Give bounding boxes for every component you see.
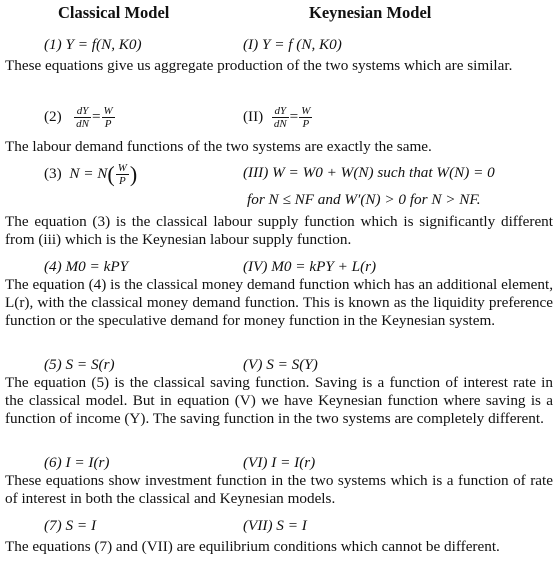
equation-row-2 <box>0 100 559 130</box>
fraction-numerator: dY <box>74 105 91 118</box>
paragraph-investment-function: These equations show investment function in the two systems which is a function of rate of interest in both the classical and Keynesian models. <box>5 472 553 507</box>
keynesian-equation-7: (VII) S = I <box>243 517 307 534</box>
fraction-numerator: W <box>103 105 113 117</box>
classical-equation-5: (5) S = S(r) <box>44 356 115 373</box>
wage-price-fraction <box>299 105 312 130</box>
right-paren: ) <box>129 161 138 187</box>
paragraph-labour-supply: The equation (3) is the classical labour supply function which is significantly different from (iii) which is the Keynesian labour supply function. <box>5 213 553 248</box>
fraction-numerator: dY <box>272 105 289 118</box>
keynesian-equation-2: (II) $\frac{dY}{dN}$ = $\frac{W}{P}$ <box>243 105 311 130</box>
equation-row-3 <box>0 158 559 194</box>
paragraph-labour-demand: The labour demand functions of the two systems are exactly the same. <box>5 138 432 155</box>
derivative-fraction <box>74 105 91 130</box>
classical-equation-2: (2) $\frac{dY}{dN}$ = $\frac{W}{P}$ <box>44 105 113 130</box>
wage-price-fraction <box>116 162 129 187</box>
equation-label: (II) <box>243 107 264 125</box>
paragraph-production: These equations give us aggregate production of the two systems which are similar. <box>5 57 513 74</box>
classical-model-heading: Classical Model <box>58 3 170 22</box>
keynesian-equation-3-line-1: (III) W = W0 + W(N) such that W(N) = 0 <box>243 164 495 181</box>
fraction-denominator: P <box>118 175 126 187</box>
classical-equation-6: (6) I = I(r) <box>44 454 110 471</box>
labour-supply-lhs: N = N <box>69 164 108 182</box>
fraction-denominator: P <box>302 118 310 130</box>
paragraph-saving-function: The equation (5) is the classical saving function. Saving is a function of interest rate in the classical model. But in equation (V) we have Keynesian function where saving is a function of income (Y). The saving function in the two systems are completely different. <box>5 374 553 427</box>
fraction-denominator: dN <box>76 118 89 130</box>
equation-label: (3) <box>44 164 62 182</box>
fraction-numerator: W <box>301 105 311 117</box>
keynesian-equation-3-line-2: for N ≤ NF and W′(N) > 0 for N > NF. <box>247 191 481 208</box>
keynesian-equation-1: (I) Y = f (N, K0) <box>243 36 342 53</box>
wage-price-fraction <box>102 105 115 130</box>
paragraph-equilibrium: The equations (7) and (VII) are equilibrium conditions which cannot be different. <box>5 538 500 555</box>
fraction-denominator: P <box>104 118 112 130</box>
keynesian-model-heading: Keynesian Model <box>309 3 432 22</box>
left-paren: ( <box>107 161 115 187</box>
keynesian-equation-4: (IV) M0 = kPY + L(r) <box>243 258 377 275</box>
classical-equation-1: (1) Y = f(N, K0) <box>44 36 142 53</box>
derivative-fraction <box>272 105 289 130</box>
paragraph-money-demand: The equation (4) is the classical money demand function which has an additional element, L(r), with the classical money demand function. This is known as the liquidity preference function or the speculative demand for money function in the Keynesian system. <box>5 276 553 329</box>
fraction-denominator: dN <box>273 118 287 130</box>
keynesian-equation-5: (V) S = S(Y) <box>243 356 318 373</box>
fraction-numerator: W <box>117 162 127 174</box>
classical-equation-4: (4) M0 = kPY <box>44 258 129 275</box>
equation-label: (2) <box>44 107 62 125</box>
classical-equation-7: (7) S = I <box>44 517 96 534</box>
classical-equation-3 <box>44 162 137 187</box>
keynesian-equation-6: (VI) I = I(r) <box>243 454 316 471</box>
